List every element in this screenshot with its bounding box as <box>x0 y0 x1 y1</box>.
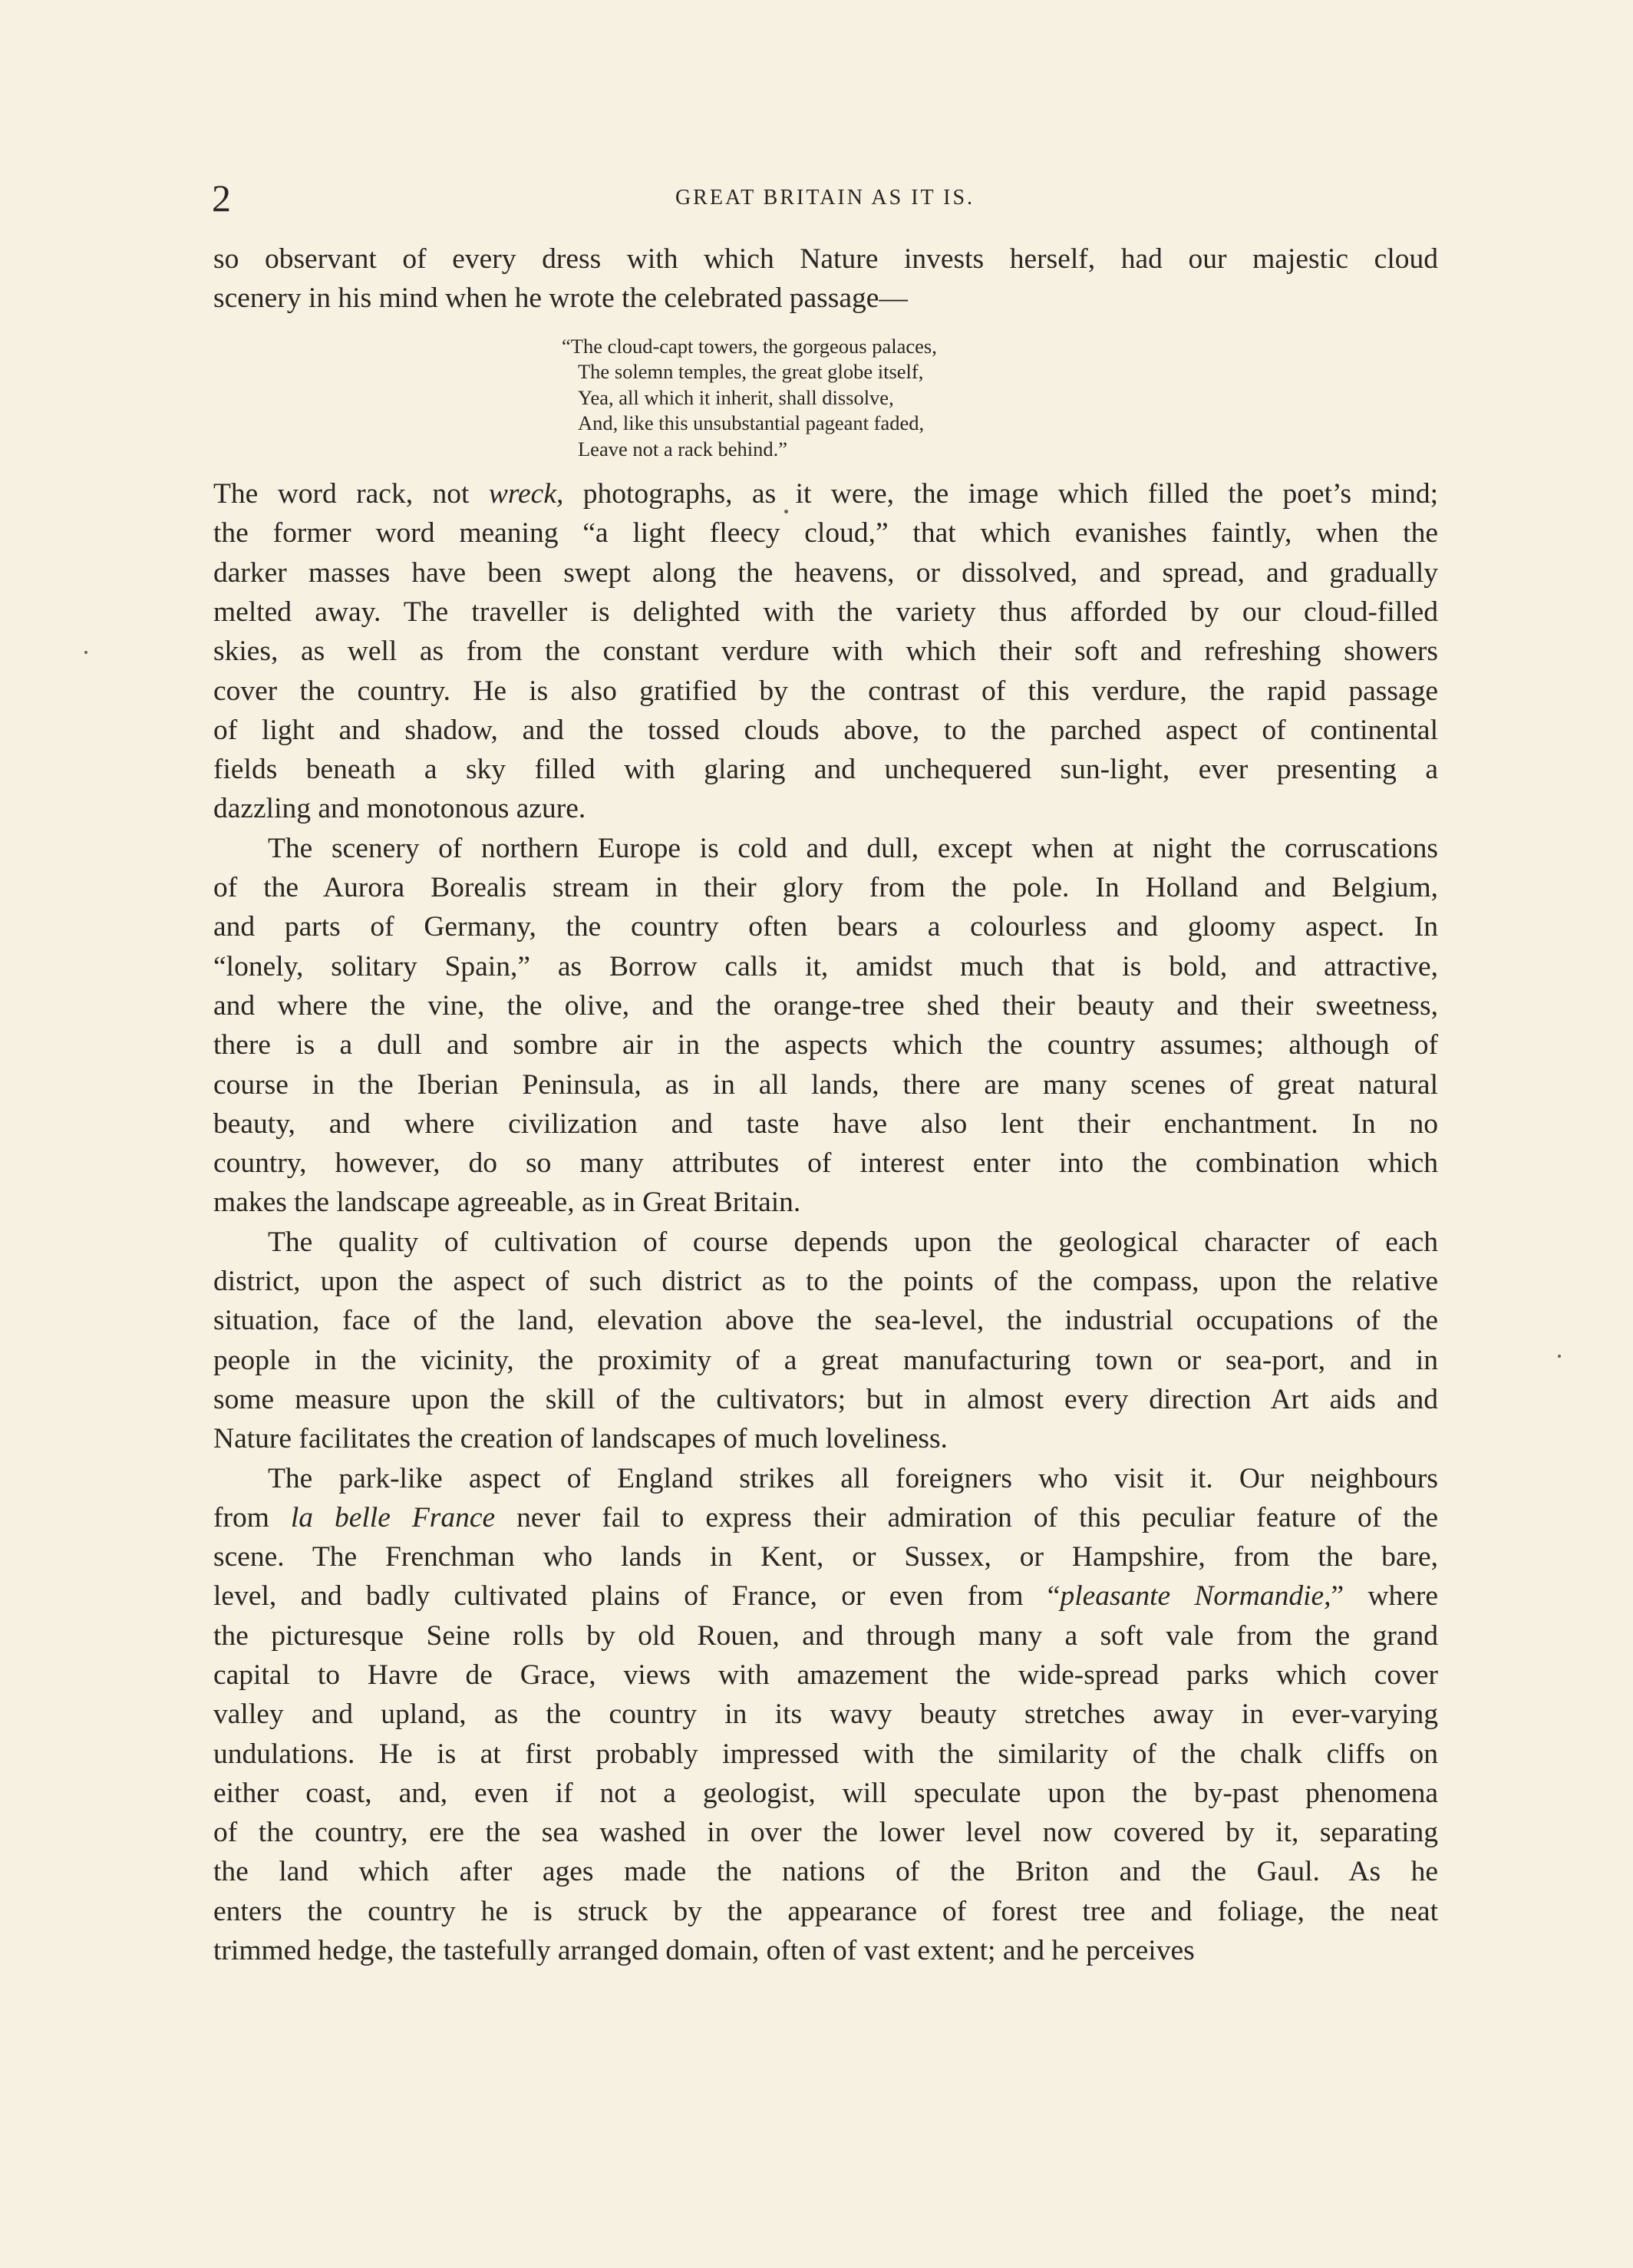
print-speck <box>1558 1355 1561 1358</box>
text-line: “lonely, solitary Spain,” as Borrow calls it, amidst much that is bold, and attractive, <box>213 950 1438 982</box>
italic-phrase: pleasante Normandie, <box>1060 1580 1331 1613</box>
text-line: makes the landscape agreeable, as in Great Britain. <box>213 1187 801 1219</box>
text-line: so observant of every dress with which Nature invests herself, had our majestic cloud <box>213 243 1438 275</box>
running-head: GREAT BRITAIN AS IT IS. <box>675 186 975 210</box>
text-line: some measure upon the skill of the cultivators; but in almost every direction Art aids and <box>213 1383 1438 1415</box>
text-line: valley and upland, as the country in its wavy beauty stretches away in ever-varying <box>213 1699 1438 1731</box>
verse-quotation <box>213 334 1438 463</box>
text-line: Nature facilitates the creation of landscapes of much loveliness. <box>213 1423 948 1455</box>
paragraph <box>213 1459 1438 1971</box>
text-line: there is a dull and sombre air in the aspects which the country assumes; although of <box>213 1029 1438 1061</box>
verse-line: And, like this unsubstantial pageant faded, <box>578 411 925 435</box>
text-line: cover the country. He is also gratified by the contrast of this verdure, the rapid passage <box>213 675 1438 707</box>
page-number: 2 <box>212 177 231 220</box>
text-line: the land which after ages made the nations of the Briton and the Gaul. As he <box>213 1856 1438 1888</box>
text-line: capital to Havre de Grace, views with amazement the wide-spread parks which cover <box>213 1659 1438 1691</box>
print-speck <box>84 651 87 654</box>
text-line: people in the vicinity, the proximity of a great manufacturing town or sea-port, and in <box>213 1344 1438 1376</box>
verse-line: Leave not a rack behind.” <box>578 437 787 461</box>
text-line: and where the vine, the olive, and the orange-tree shed their beauty and their sweetness, <box>213 989 1438 1022</box>
text-line: either coast, and, even if not a geologist, will speculate upon the by-past phenomena <box>213 1777 1438 1809</box>
print-speck <box>784 510 788 513</box>
text-line: scenery in his mind when he wrote the celebrated passage— <box>213 282 908 315</box>
verse-line: The solemn temples, the great globe itself, <box>578 360 924 384</box>
text-line: level, and badly cultivated plains of France, or even from “pleasante Normandie,” where <box>213 1580 1438 1613</box>
paragraph <box>213 829 1438 1223</box>
text-line: beauty, and where civilization and taste have also lent their enchantment. In no <box>213 1108 1438 1140</box>
text-line: course in the Iberian Peninsula, as in all lands, there are many scenes of great natural <box>213 1068 1438 1101</box>
text-line: situation, face of the land, elevation above the sea-level, the industrial occupations of the <box>213 1305 1438 1337</box>
text-line: The word rack, not wreck, photographs, as it were, the image which filled the poet’s mind; <box>213 478 1438 510</box>
text-line: of light and shadow, and the tossed clouds above, to the parched aspect of continental <box>213 714 1438 746</box>
verse-line: Yea, all which it inherit, shall dissolve, <box>578 385 894 409</box>
text-line: trimmed hedge, the tastefully arranged domain, often of vast extent; and he perceives <box>213 1935 1195 1967</box>
text-line: skies, as well as from the constant verdure with which their soft and refreshing showers <box>213 636 1438 668</box>
text-line: of the Aurora Borealis stream in their glory from the pole. In Holland and Belgium, <box>213 872 1438 904</box>
text-line: undulations. He is at first probably impressed with the similarity of the chalk cliffs on <box>213 1738 1438 1770</box>
text-line: The park-like aspect of England strikes all foreigners who visit it. Our neighbours <box>268 1462 1438 1494</box>
text-line: enters the country he is struck by the appearance of forest tree and foliage, the neat <box>213 1895 1438 1927</box>
italic-phrase: la belle France <box>290 1501 496 1533</box>
text-line: the former word meaning “a light fleecy cloud,” that which evanishes faintly, when the <box>213 517 1438 550</box>
text-line: the picturesque Seine rolls by old Rouen, and through many a soft vale from the grand <box>213 1619 1438 1652</box>
text-line: from la belle France never fail to express their admiration of this peculiar feature of the <box>213 1501 1438 1533</box>
italic-phrase: wreck, <box>488 478 564 510</box>
text-line: district, upon the aspect of such district as to the points of the compass, upon the relative <box>213 1266 1438 1298</box>
text-line: The quality of cultivation of course depends upon the geological character of each <box>268 1226 1438 1258</box>
text-line: The scenery of northern Europe is cold and dull, except when at night the corruscations <box>268 832 1438 864</box>
text-line: country, however, do so many attributes of interest enter into the combination which <box>213 1147 1438 1180</box>
text-line: of the country, ere the sea washed in over the lower level now covered by it, separating <box>213 1817 1438 1849</box>
text-line: dazzling and monotonous azure. <box>213 793 586 825</box>
paragraph <box>213 239 1438 319</box>
verse-line: “The cloud-capt towers, the gorgeous palaces, <box>562 334 937 358</box>
text-line: darker masses have been swept along the heavens, or dissolved, and spread, and gradually <box>213 556 1438 589</box>
paragraph <box>213 1223 1438 1459</box>
main-paragraphs <box>213 474 1438 1970</box>
text-line: fields beneath a sky filled with glaring and unchequered sun-light, ever presenting a <box>213 754 1438 786</box>
text-line: melted away. The traveller is delighted with the variety thus afforded by our cloud-filled <box>213 596 1438 628</box>
intro-paragraph <box>213 239 1438 319</box>
text-line: scene. The Frenchman who lands in Kent, or Sussex, or Hampshire, from the bare, <box>213 1541 1438 1573</box>
text-line: and parts of Germany, the country often bears a colourless and gloomy aspect. In <box>213 911 1438 943</box>
body-text <box>213 239 1438 1970</box>
paragraph <box>213 474 1438 829</box>
page-header <box>212 175 1438 221</box>
